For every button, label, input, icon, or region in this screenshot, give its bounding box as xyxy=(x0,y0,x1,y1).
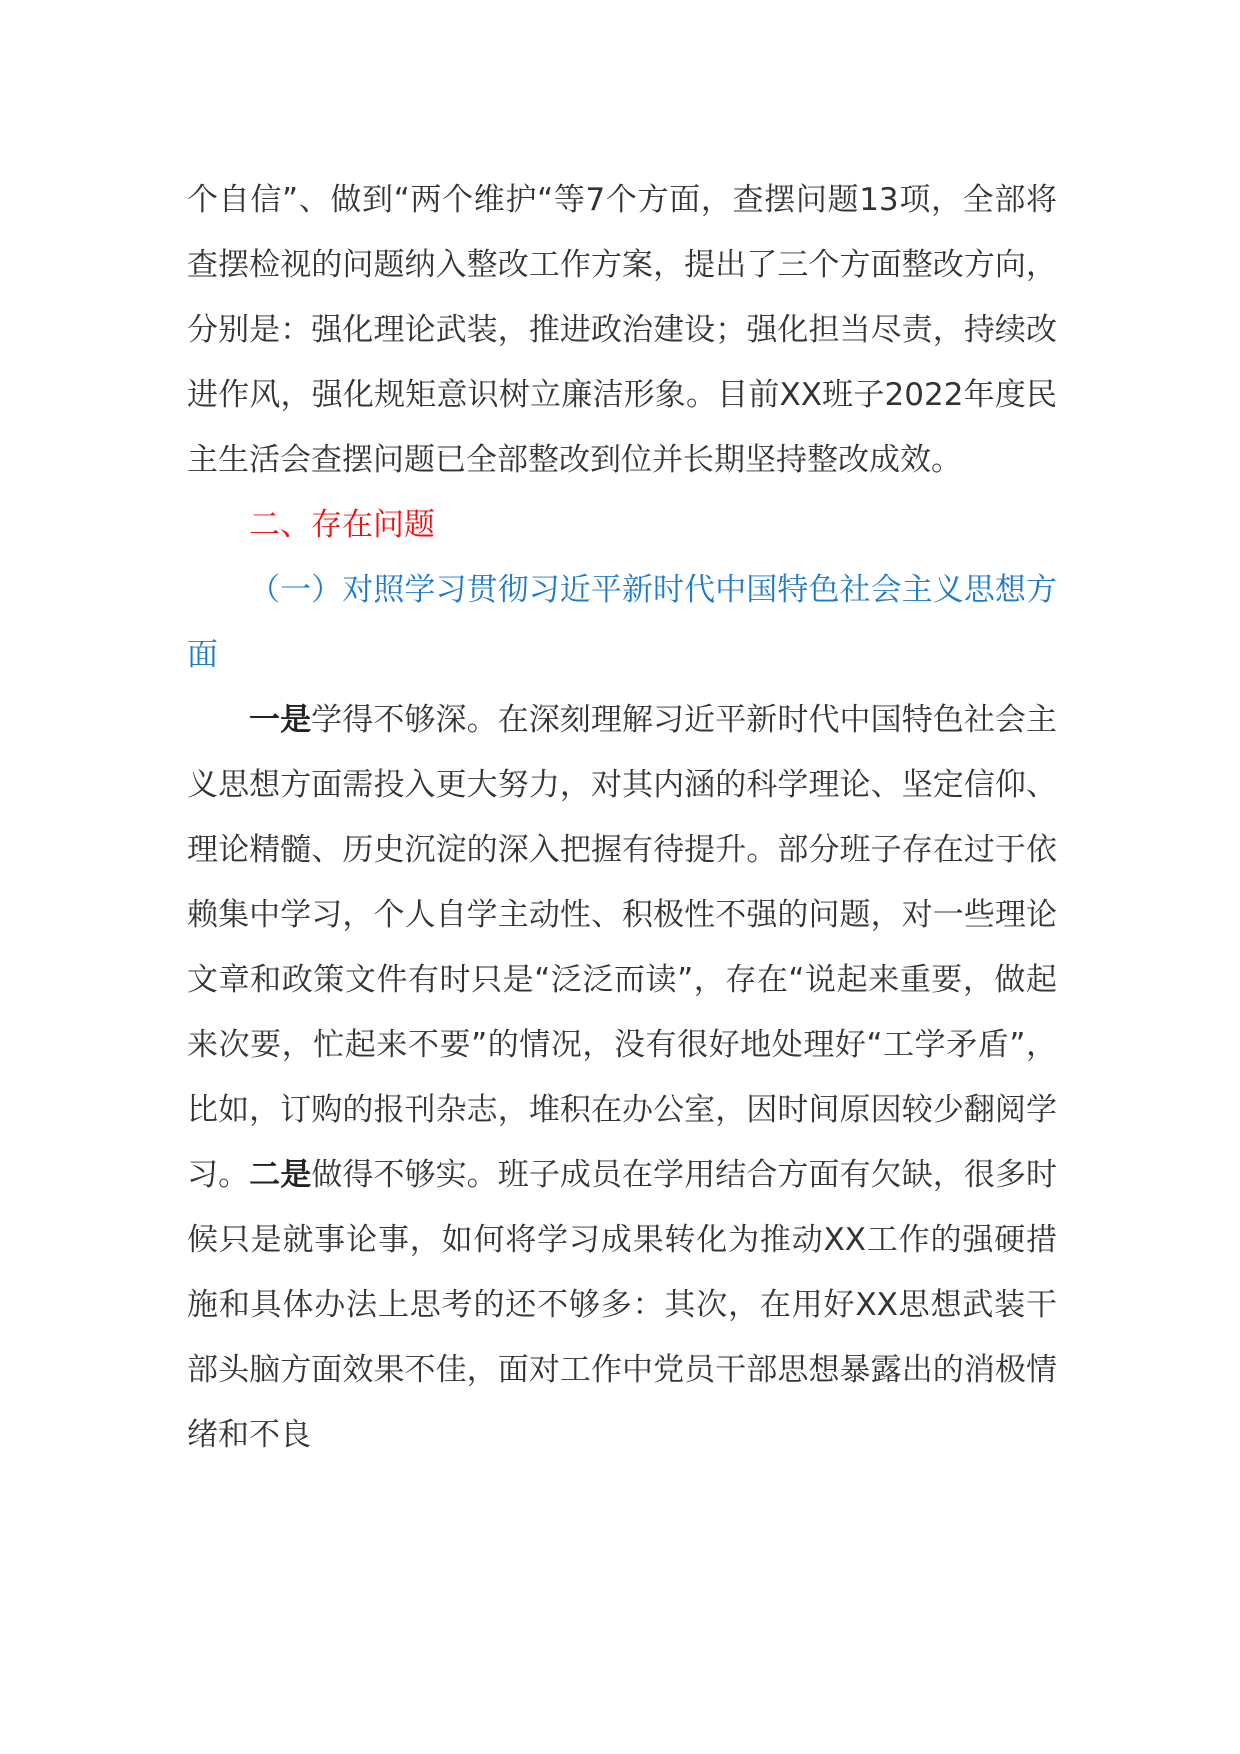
subsection-heading xyxy=(187,558,1057,688)
continuation-paragraph xyxy=(187,168,1057,493)
problems-paragraph xyxy=(187,688,1057,1468)
subsection-heading-text: （一）对照学习贯彻习近平新时代中国特色社会主义思想方面 xyxy=(187,572,1057,673)
point-one-label: 一是 xyxy=(249,702,312,738)
point-two-text: 做得不够实。班子成员在学用结合方面有欠缺，很多时候只是就事论事，如何将学习成果转化为推动XX工作的强硬措施和具体办法上思考的还不够多：其次，在用好XX思想武装干部头脑方面效果不佳，面对工作中党员干部思想暴露出的消极情绪和不良 xyxy=(187,1157,1058,1453)
point-one-text: 学得不够深。在深刻理解习近平新时代中国特色社会主义思想方面需投入更大努力，对其内涵的科学理论、坚定信仰、理论精髓、历史沉淀的深入把握有待提升。部分班子存在过于依赖集中学习，个人自学主动性、积极性不强的问题，对一些理论文章和政策文件有时只是“泛泛而读”，存在“说起来重要，做起来次要，忙起来不要”的情况，没有很好地处理好“工学矛盾”，比如，订购的报刊杂志，堆积在办公室，因时间原因较少翻阅学习。 xyxy=(187,702,1058,1193)
section-heading-text: 二、存在问题 xyxy=(249,507,435,543)
point-two-label: 二是 xyxy=(249,1157,312,1193)
continuation-text: 个自信”、做到“两个维护“等7个方面，查摆问题13项，全部将查摆检视的问题纳入整改工作方案，提出了三个方面整改方向，分别是：强化理论武装，推进政治建设；强化担当尽责，持续改进作风，强化规矩意识树立廉洁形象。目前XX班子2022年度民主生活会查摆问题已全部整改到位并长期坚持整改成效。 xyxy=(187,182,1057,478)
section-heading xyxy=(187,493,1057,558)
document-body xyxy=(187,168,1057,1468)
